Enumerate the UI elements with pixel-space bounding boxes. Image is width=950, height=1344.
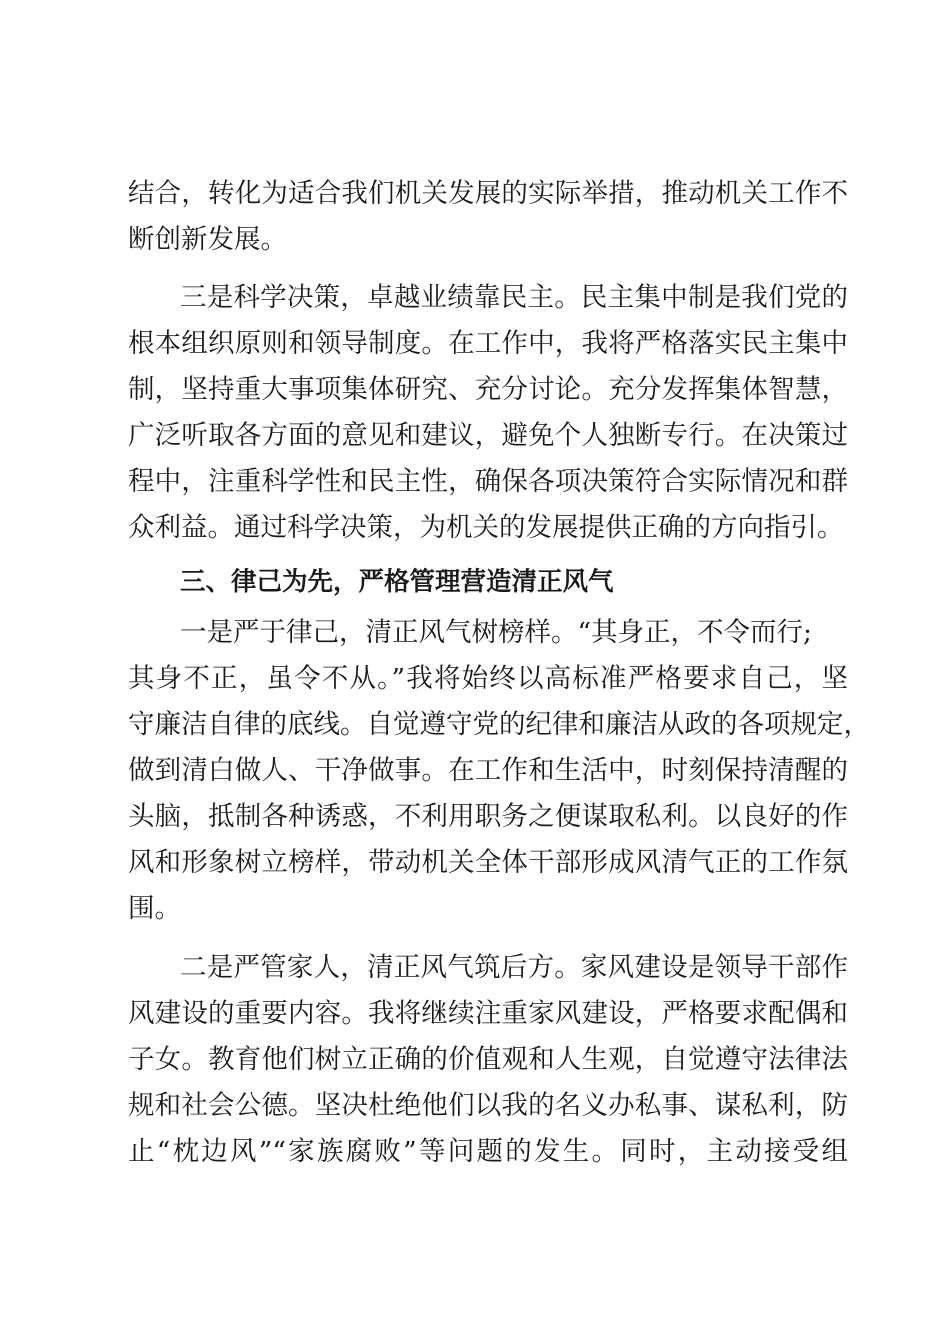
paragraph-line: 一是严于律己，清正风气树榜样。“其身正，不令而行; — [180, 617, 812, 648]
paragraph-line: 止“枕边风”“家族腐败”等问题的发生。同时，主动接受组 — [128, 1136, 848, 1167]
paragraph-line: 子女。教育他们树立正确的价值观和人生观，自觉遵守法律法 — [128, 1044, 848, 1075]
paragraph-line: 制，坚持重大事项集体研究、充分讨论。充分发挥集体智慧， — [128, 374, 848, 405]
paragraph-line: 守廉洁自律的底线。自觉遵守党的纪律和廉洁从政的各项规定， — [128, 709, 870, 740]
paragraph-line: 其身不正，虽令不从。”我将始终以高标准严格要求自己，坚 — [128, 663, 848, 694]
paragraph-line: 众利益。通过科学决策，为机关的发展提供正确的方向指引。 — [128, 512, 844, 543]
paragraph-line: 广泛听取各方面的意见和建议，避免个人独断专行。在决策过 — [128, 420, 848, 451]
paragraph-line: 二是严管家人，清正风气筑后方。家风建设是领导干部作 — [180, 952, 848, 983]
paragraph-line: 风和形象树立榜样，带动机关全体干部形成风清气正的工作氛 — [128, 847, 848, 878]
paragraph-line: 三是科学决策，卓越业绩靠民主。民主集中制是我们党的 — [180, 282, 848, 313]
section-heading: 三、律己为先，严格管理营造清正风气 — [180, 567, 614, 597]
paragraph-line: 程中，注重科学性和民主性，确保各项决策符合实际情况和群 — [128, 466, 848, 497]
paragraph-line: 根本组织原则和领导制度。在工作中，我将严格落实民主集中 — [128, 328, 848, 359]
paragraph-line: 断创新发展。 — [128, 224, 287, 255]
paragraph-line: 围。 — [128, 893, 181, 924]
paragraph-line: 规和社会公德。坚决杜绝他们以我的名义办私事、谋私利，防 — [128, 1090, 848, 1121]
paragraph-line: 结合，转化为适合我们机关发展的实际举措，推动机关工作不 — [128, 178, 848, 209]
paragraph-line: 做到清白做人、干净做事。在工作和生活中，时刻保持清醒的 — [128, 755, 848, 786]
paragraph-line: 头脑，抵制各种诱惑，不利用职务之便谋取私利。以良好的作 — [128, 801, 848, 832]
paragraph-line: 风建设的重要内容。我将继续注重家风建设，严格要求配偶和 — [128, 998, 848, 1029]
